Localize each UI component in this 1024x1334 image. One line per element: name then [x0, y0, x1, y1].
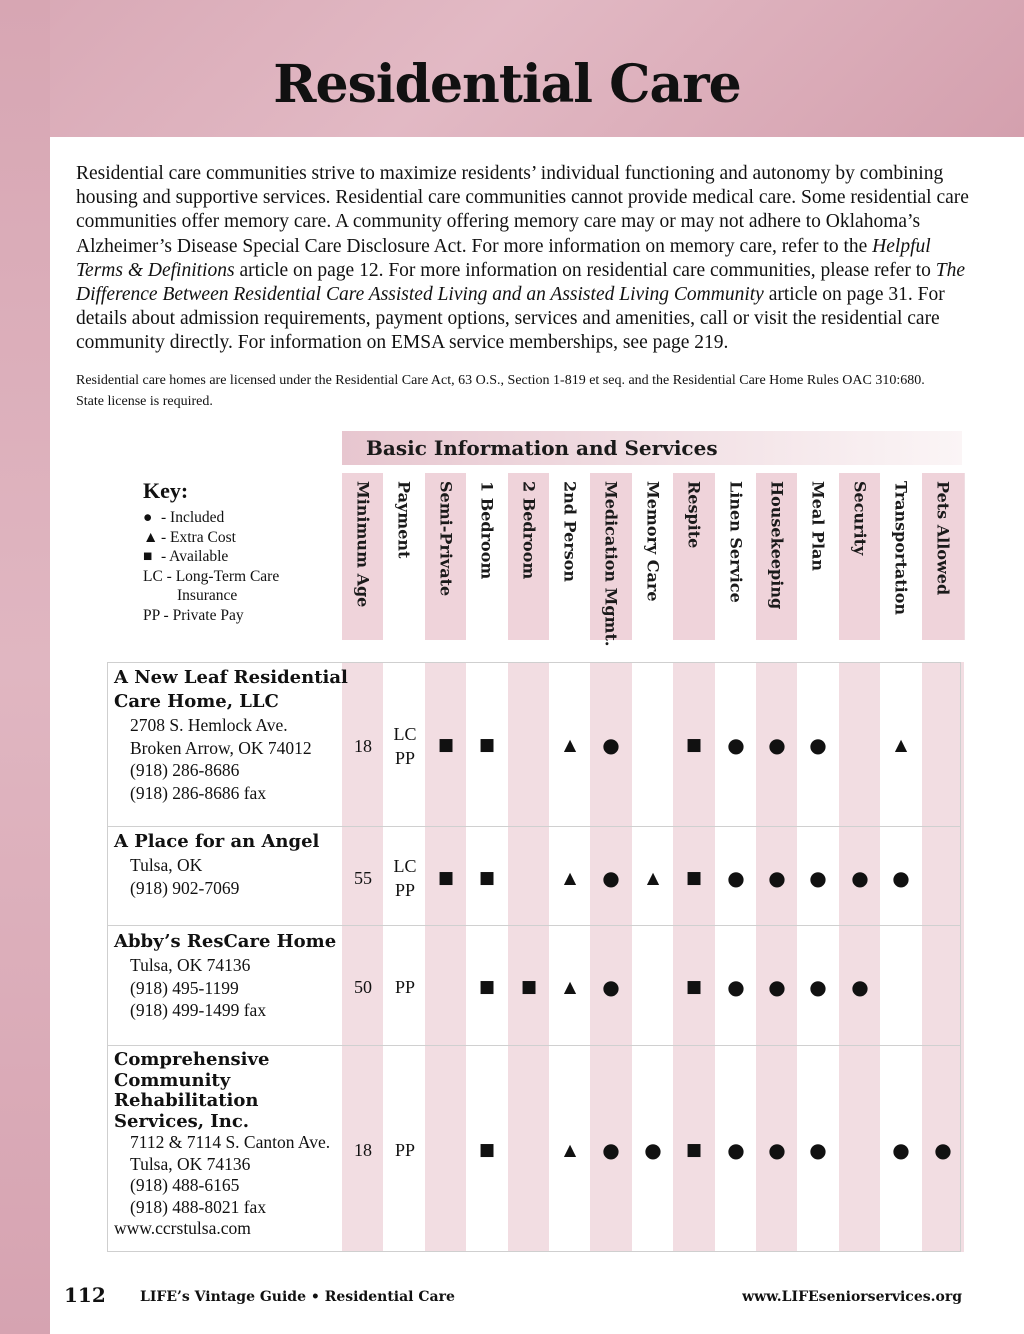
available-icon: ■: [685, 977, 703, 997]
column-header-label: 2nd Person: [560, 481, 580, 583]
column-header-12: [839, 473, 882, 640]
available-icon: ■: [437, 735, 455, 755]
intro-link-helpful-terms: Helpful Terms & Definitions: [76, 235, 931, 281]
extra-cost-icon: ▲: [646, 868, 660, 887]
extra-cost-icon: ▲: [563, 735, 577, 754]
available-icon: ■: [478, 977, 496, 997]
included-icon: ●: [768, 866, 786, 890]
column-header-label: Medication Mgmt.: [601, 481, 621, 647]
available-icon: ■: [685, 735, 703, 755]
section-header-label: Basic Information and Services: [366, 436, 718, 460]
city-line: Broken Arrow, OK 74012: [130, 737, 312, 758]
column-header-7: [632, 473, 675, 640]
column-header-label: Housekeeping: [767, 481, 787, 610]
available-icon: ■: [478, 735, 496, 755]
fax: (918) 286-8686 fax: [130, 782, 267, 803]
facility-name: Comprehensive: [114, 1049, 270, 1070]
payment-lc: LC: [393, 724, 417, 744]
payment: [384, 854, 426, 902]
column-header-1: [383, 473, 426, 640]
min-age: 18: [354, 736, 372, 756]
website-link[interactable]: www.ccrstulsa.com: [114, 1218, 251, 1238]
footer-url[interactable]: www.LIFEseniorservices.org: [742, 1289, 962, 1305]
column-header-label: Memory Care: [643, 481, 663, 602]
section-header: [342, 431, 962, 465]
payment: PP: [394, 1140, 416, 1160]
page-title: Residential Care: [273, 54, 741, 115]
column-header-6: [590, 473, 633, 647]
available-icon: ■: [437, 868, 455, 888]
min-age: 18: [354, 1140, 372, 1160]
column-header-label: Respite: [684, 481, 704, 549]
intro-link-difference-article: The Difference Between Residential Care Assisted Living and an Assisted Living Community: [76, 259, 966, 306]
intro-text-3: article on page 31. For details about admission requirements, payment options, services and amenities, call or visit the residential care community directly. For information on EMSA service memberships, see page 219.: [76, 284, 945, 354]
included-icon: ●: [851, 866, 869, 890]
left-margin-band: [0, 0, 50, 1334]
available-icon: ■: [478, 1140, 496, 1160]
included-icon: ●: [727, 975, 745, 999]
license-note: Residential care homes are licensed under the Residential Care Act, 63 O.S., Section 1-819 et seq. and the Residential Care Home Rules OAC 310:680. State license is required.: [76, 373, 925, 409]
column-header-8: [673, 473, 716, 640]
key-available: [143, 547, 279, 567]
included-icon: ●: [892, 866, 910, 890]
intro-paragraph: [76, 162, 981, 356]
column-header-label: Linen Service: [726, 481, 746, 603]
included-icon: ●: [143, 509, 153, 526]
column-header-13: [880, 473, 923, 640]
page-number: 112: [64, 1283, 106, 1307]
key-lc-cont: Insurance: [177, 587, 238, 604]
included-icon: ●: [602, 975, 620, 999]
key-extra-cost: [143, 528, 279, 548]
key-lc: LC - Long-Term Care: [143, 567, 280, 585]
column-header-2: [425, 473, 468, 640]
payment: [384, 722, 426, 770]
included-icon: ●: [644, 1138, 662, 1162]
included-icon: ●: [851, 975, 869, 999]
available-icon: ■: [520, 977, 538, 997]
facility-name: Abby’s ResCare Home: [114, 931, 337, 952]
column-header-label: Meal Plan: [808, 481, 828, 572]
extra-cost-icon: ▲: [563, 868, 577, 887]
legend-key: [143, 478, 279, 625]
row-divider: [107, 925, 961, 926]
available-icon: ■: [685, 868, 703, 888]
included-icon: ●: [727, 1138, 745, 1162]
table-row: [114, 1050, 330, 1240]
included-icon: ●: [809, 975, 827, 999]
payment-lc: LC: [393, 856, 417, 876]
city-line: Tulsa, OK 74136: [130, 1153, 251, 1174]
included-icon: ●: [768, 733, 786, 757]
row-divider: [107, 1045, 961, 1046]
column-header-label: Pets Allowed: [933, 481, 953, 596]
payment: PP: [394, 977, 416, 997]
column-header-0: [342, 473, 385, 640]
fax: (918) 499-1499 fax: [130, 1000, 267, 1020]
included-icon: ●: [768, 975, 786, 999]
column-header-9: [715, 473, 758, 640]
included-icon: ●: [602, 866, 620, 890]
included-icon: ●: [727, 733, 745, 757]
address-line: 2708 S. Hemlock Ave.: [130, 715, 288, 735]
table-row: [114, 830, 319, 899]
facility-name: A New Leaf Residential: [114, 667, 348, 688]
min-age: 50: [354, 977, 372, 997]
key-available-label: - Available: [161, 548, 229, 565]
column-header-label: 1 Bedroom: [477, 481, 497, 580]
phone: (918) 286-8686: [130, 760, 240, 780]
key-included: [143, 508, 279, 528]
footer-guide-title: LIFE’s Vintage Guide • Residential Care: [140, 1289, 455, 1305]
intro-text-2: article on page 12. For more information on residential care communities, please refer to: [234, 259, 936, 281]
included-icon: ●: [809, 866, 827, 890]
available-icon: ■: [143, 548, 153, 565]
intro-text-1: Residential care communities strive to maximize residents’ individual functioning and autonomy by combining housing and supportive services. Residential care communities cannot provide medical care. Some residential care communities offer memory care. A community offering memory care may or may not adhere to Oklahoma’s Alzheimer’s Disease Special Care Disclosure Act. For more information on memory care, refer to the: [76, 163, 969, 257]
column-header-10: [756, 473, 799, 640]
key-included-label: - Included: [161, 509, 225, 526]
column-header-label: Security: [850, 481, 870, 556]
column-header-label: Transportation: [891, 481, 911, 615]
extra-cost-icon: ▲: [563, 1140, 577, 1159]
key-title: Key:: [143, 478, 189, 503]
extra-cost-icon: ▲: [894, 735, 908, 754]
included-icon: ●: [809, 733, 827, 757]
included-icon: ●: [809, 1138, 827, 1162]
column-header-14: [922, 473, 965, 640]
extra-cost-icon: ▲: [143, 528, 159, 546]
included-icon: ●: [892, 1138, 910, 1162]
key-extra-cost-label: - Extra Cost: [161, 528, 236, 546]
min-age: 55: [354, 868, 372, 888]
facility-name: Rehabilitation: [114, 1090, 259, 1111]
included-icon: ●: [768, 1138, 786, 1162]
facility-name: Services, Inc.: [114, 1110, 250, 1132]
included-icon: ●: [602, 733, 620, 757]
payment-pp: PP: [394, 880, 416, 900]
fax: (918) 488-8021 fax: [130, 1196, 267, 1217]
included-icon: ●: [727, 866, 745, 890]
phone: (918) 495-1199: [130, 977, 239, 998]
available-icon: ■: [478, 868, 496, 888]
included-icon: ●: [934, 1138, 952, 1162]
facility-name: Community: [114, 1069, 231, 1091]
extra-cost-icon: ▲: [563, 977, 577, 996]
column-header-label: Payment: [394, 481, 414, 559]
payment-pp: PP: [394, 748, 416, 768]
available-icon: ■: [685, 1140, 703, 1160]
column-header-3: [466, 473, 509, 640]
phone: (918) 488-6165: [130, 1175, 240, 1195]
city-line: Tulsa, OK: [130, 855, 203, 875]
city-line: Tulsa, OK 74136: [130, 955, 251, 975]
column-header-label: Minimum Age: [353, 481, 373, 608]
included-icon: ●: [602, 1138, 620, 1162]
address-line: 7112 & 7114 S. Canton Ave.: [130, 1132, 331, 1152]
column-header-11: [797, 473, 840, 640]
column-header-label: 2 Bedroom: [519, 481, 539, 580]
column-header-label: Semi-Private: [436, 481, 456, 597]
column-header-4: [508, 473, 551, 640]
key-pp: PP - Private Pay: [143, 606, 244, 624]
row-divider: [107, 826, 961, 827]
phone: (918) 902-7069: [130, 877, 240, 898]
table-row: [114, 930, 336, 1022]
facility-name: Care Home, LLC: [114, 691, 279, 712]
table-row: [114, 666, 348, 804]
column-header-5: [549, 473, 592, 640]
facility-name: A Place for an Angel: [114, 831, 320, 852]
